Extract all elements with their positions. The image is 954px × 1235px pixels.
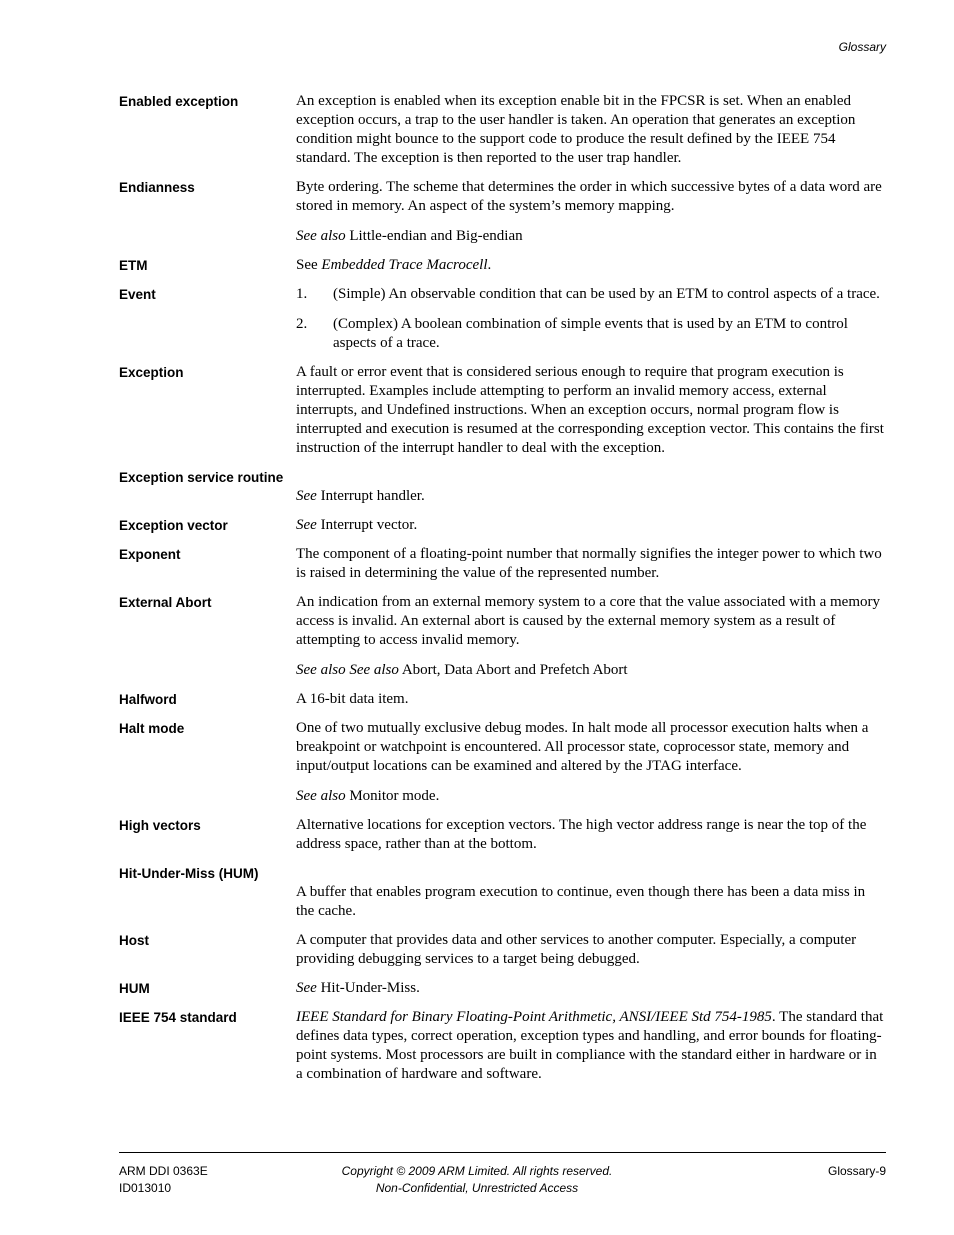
- glossary-definition: [296, 979, 886, 998]
- definition-text: An indication from an external memory system to a core that the value associated with a memory access is invalid. An external abort is caused by the external memory system as a result of attempting to access invalid memory.: [296, 594, 880, 648]
- glossary-definition: [296, 256, 886, 275]
- glossary-term: Halt mode: [119, 721, 185, 736]
- see-reference: [296, 487, 886, 506]
- see-also-label: See also See also: [296, 662, 399, 678]
- glossary-term: High vectors: [119, 818, 201, 833]
- glossary-term: Exception service routine: [119, 470, 284, 485]
- glossary-entry: [119, 516, 886, 535]
- glossary-entry: [119, 285, 886, 353]
- glossary-term: Host: [119, 933, 149, 948]
- glossary-term: HUM: [119, 981, 150, 996]
- glossary-entry: [119, 178, 886, 246]
- running-header: Glossary: [838, 40, 886, 54]
- see-reference: [296, 256, 886, 275]
- numbered-item: [296, 285, 886, 304]
- see-also-label: See also: [296, 788, 346, 804]
- glossary-term: Endianness: [119, 180, 195, 195]
- see-target: Interrupt vector.: [316, 517, 418, 533]
- glossary-term: Exponent: [119, 547, 181, 562]
- glossary-definition: [296, 92, 886, 168]
- glossary-term: Exception: [119, 365, 184, 380]
- see-reference: [296, 979, 886, 998]
- glossary-entry: [119, 864, 886, 921]
- see-also-reference: [296, 787, 886, 806]
- definition-text: A fault or error event that is considered serious enough to require that program execution is interrupted. Examples include attempting to perform an invalid memory access, external interrupts, and Undefined instructions. When an exception occurs, normal program flow is interrupted and execution is resumed at the corresponding exception vector. This contains the first instruction of the interrupt handler to deal with the exception.: [296, 364, 884, 456]
- document-revision: ID013010: [119, 1181, 172, 1195]
- see-also-target: Little-endian and Big-endian: [345, 228, 523, 244]
- definition-continuation: . The standard that defines data types, correct operation, exception types and handling, and error bounds for floating-point systems. Most processors are built in compliance with the standard either in hardware or in a combination of hardware and software.: [296, 1009, 884, 1082]
- see-label: See: [296, 517, 317, 533]
- definition-text: An exception is enabled when its exception enable bit in the FPCSR is set. When an enabled exception occurs, a trap to the user handler is taken. An operation that generates an exception condition might bounce to the support code to produce the result defined by the IEEE 754 standard. The exception is then reported to the user trap handler.: [296, 93, 856, 166]
- glossary-definition: [296, 816, 886, 854]
- see-also-label: See also: [296, 228, 346, 244]
- definition-text: [296, 1008, 886, 1084]
- item-number: 1.: [296, 286, 308, 302]
- glossary-definition: [296, 1008, 886, 1084]
- glossary-entries: [119, 92, 886, 1094]
- see-prefix: See: [296, 257, 322, 273]
- glossary-entry: [119, 92, 886, 168]
- glossary-entry: [119, 719, 886, 806]
- access-notice: Non-Confidential, Unrestricted Access: [375, 1181, 579, 1195]
- see-label: See: [296, 980, 317, 996]
- standard-title: IEEE Standard for Binary Floating-Point Arithmetic, ANSI/IEEE Std 754-1985: [296, 1009, 772, 1025]
- glossary-entry: [119, 593, 886, 680]
- see-also-reference: [296, 661, 886, 680]
- glossary-term: IEEE 754 standard: [119, 1010, 237, 1025]
- glossary-definition: [296, 487, 886, 506]
- glossary-entry: [119, 931, 886, 969]
- glossary-term: ETM: [119, 258, 148, 273]
- glossary-definition: [296, 516, 886, 535]
- see-also-target: Monitor mode.: [345, 788, 440, 804]
- definition-text: The component of a floating-point number that normally signifies the integer power to which two is raised in determining the value of the represented number.: [296, 546, 882, 581]
- definition-text: Alternative locations for exception vectors. The high vector address range is near the top of the address space, rather than at the bottom.: [296, 817, 867, 852]
- definition-text: One of two mutually exclusive debug modes. In halt mode all processor execution halts when a breakpoint or watchpoint is encountered. All processor state, coprocessor state, memory and input/output locations can be examined and altered by the JTAG interface.: [296, 720, 869, 774]
- glossary-term: External Abort: [119, 595, 212, 610]
- glossary-entry: [119, 979, 886, 998]
- page-number: Glossary-9: [827, 1164, 886, 1178]
- glossary-entry: [119, 1008, 886, 1084]
- glossary-term: Exception vector: [119, 518, 228, 533]
- glossary-definition: [296, 285, 886, 353]
- glossary-entry: [119, 545, 886, 583]
- definition-text: Byte ordering. The scheme that determines the order in which successive bytes of a data word are stored in memory. An aspect of the system’s memory mapping.: [296, 179, 882, 214]
- footer-copyright: [0, 1163, 954, 1197]
- document-number: ARM DDI 0363E: [119, 1164, 208, 1178]
- definition-text: A buffer that enables program execution to continue, even though there has been a data miss in the cache.: [296, 884, 866, 919]
- glossary-definition: [296, 719, 886, 806]
- glossary-definition: [296, 931, 886, 969]
- glossary-definition: [296, 690, 886, 709]
- glossary-term: Enabled exception: [119, 94, 239, 109]
- see-suffix: .: [487, 257, 492, 273]
- glossary-definition: [296, 883, 886, 921]
- see-target: Interrupt handler.: [316, 488, 425, 504]
- glossary-term: Halfword: [119, 692, 177, 707]
- see-reference: [296, 516, 886, 535]
- glossary-definition: [296, 363, 886, 458]
- definition-text: A computer that provides data and other services to another computer. Especially, a computer providing debugging services to a target being debugged.: [296, 932, 857, 967]
- glossary-entry: [119, 690, 886, 709]
- see-also-reference: [296, 227, 886, 246]
- glossary-definition: [296, 545, 886, 583]
- see-also-target: Abort, Data Abort and Prefetch Abort: [398, 662, 628, 678]
- glossary-entry: [119, 816, 886, 854]
- glossary-term: Event: [119, 287, 156, 302]
- glossary-definition: [296, 178, 886, 246]
- see-label: See: [296, 488, 317, 504]
- definition-text: A 16-bit data item.: [296, 691, 409, 707]
- item-number: 2.: [296, 316, 308, 332]
- copyright-notice: Copyright © 2009 ARM Limited. All rights reserved.: [341, 1164, 613, 1178]
- glossary-term: Hit-Under-Miss (HUM): [119, 866, 259, 881]
- see-target: Hit-Under-Miss.: [316, 980, 420, 996]
- item-text: (Complex) A boolean combination of simple events that is used by an ETM to control aspects of a trace.: [333, 316, 848, 351]
- glossary-definition: [296, 593, 886, 680]
- cross-reference: Embedded Trace Macrocell: [321, 257, 488, 273]
- item-text: (Simple) An observable condition that can be used by an ETM to control aspects of a trace.: [333, 286, 880, 302]
- numbered-item: [296, 315, 886, 353]
- glossary-entry: [119, 256, 886, 275]
- glossary-entry: [119, 363, 886, 458]
- footer-rule: [119, 1152, 886, 1153]
- glossary-entry: [119, 468, 886, 506]
